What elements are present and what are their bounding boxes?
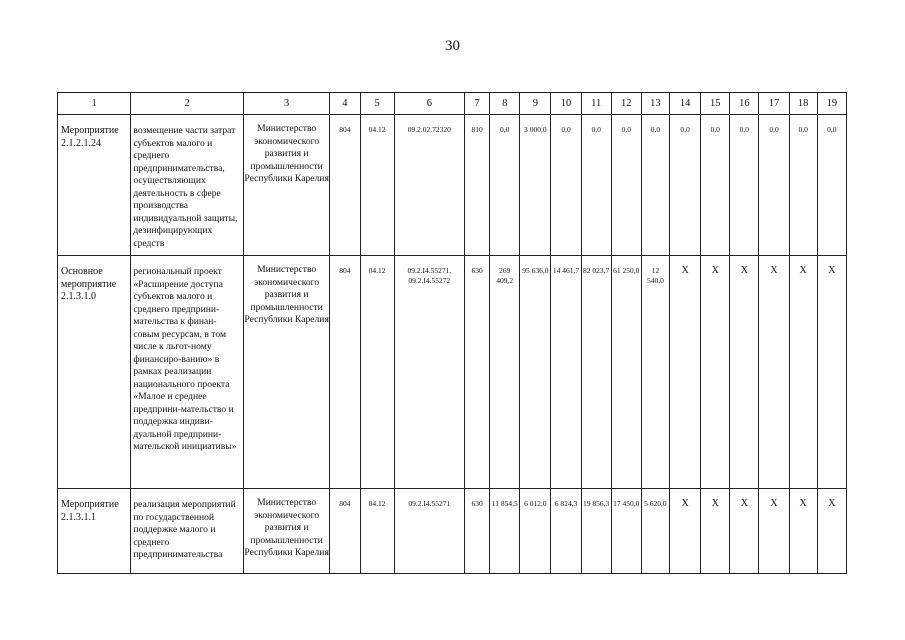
cell-value: 804 xyxy=(339,125,351,134)
column-header: 7 xyxy=(465,93,490,115)
table-cell xyxy=(465,489,490,574)
cell-value: 3 000,0 xyxy=(524,125,547,134)
responsible-ministry: Министерство экономического развития и промышленности Республики Карелия xyxy=(244,123,329,184)
column-header: 16 xyxy=(730,93,759,115)
table-cell xyxy=(759,256,789,489)
table-cell xyxy=(789,115,817,256)
responsible-ministry: Министерство экономического развития и промышленности Республики Карелия xyxy=(244,497,329,558)
budget-table xyxy=(57,92,847,574)
measure-code: Мероприятие 2.1.3.1.1 xyxy=(61,499,119,523)
table-cell xyxy=(490,256,520,489)
cell-value: X xyxy=(828,265,836,276)
column-header: 15 xyxy=(701,93,730,115)
cell-value: X xyxy=(711,265,719,276)
table-cell xyxy=(817,489,846,574)
table-cell xyxy=(490,489,520,574)
cell-value: 0,0 xyxy=(710,125,720,134)
responsible-ministry: Министерство экономического развития и промышленности Республики Карелия xyxy=(244,264,329,325)
column-header: 18 xyxy=(789,93,817,115)
table-cell xyxy=(730,489,759,574)
column-header: 10 xyxy=(551,93,581,115)
cell-value: 0,0 xyxy=(561,125,571,134)
cell-value: 82 023,7 xyxy=(583,266,610,275)
table-cell xyxy=(670,115,701,256)
table-cell xyxy=(817,256,846,489)
measure-description: региональный проект «Расширение доступа субъектов малого и среднего предприни-мательства к финан-совым ресурсам, в том числе к льгот-ному финансиро-ванию» в рамках реализации национального проекта «Малое и среднее предприни-мательство и поддержка индиви-дуальной предприни-мательской инициативы» xyxy=(133,266,237,452)
table-row xyxy=(58,489,847,574)
cell-value: 09.2.02.72320 xyxy=(407,125,451,134)
cell-value: 810 xyxy=(471,125,483,134)
measure-code: Основное мероприятие 2.1.3.1.0 xyxy=(61,266,117,302)
table-cell xyxy=(360,256,394,489)
table-cell xyxy=(581,115,611,256)
cell-value: X xyxy=(740,498,748,509)
table-cell xyxy=(759,115,789,256)
table-cell xyxy=(611,256,641,489)
table-cell xyxy=(243,256,329,489)
table-cell xyxy=(817,115,846,256)
table-cell xyxy=(520,115,551,256)
table-cell xyxy=(670,489,701,574)
cell-value: 630 xyxy=(471,266,483,275)
column-header: 17 xyxy=(759,93,789,115)
cell-value: 6 824,3 xyxy=(554,499,578,508)
cell-value: 04.12 xyxy=(368,266,386,275)
table-cell xyxy=(701,489,730,574)
table-cell xyxy=(131,256,244,489)
cell-value: X xyxy=(740,265,748,276)
table-cell xyxy=(551,489,581,574)
cell-value: 14 461,7 xyxy=(552,266,580,275)
table-cell xyxy=(641,115,669,256)
column-header: 14 xyxy=(670,93,701,115)
table-cell xyxy=(131,115,244,256)
column-header: 6 xyxy=(394,93,464,115)
table-cell xyxy=(581,256,611,489)
table-cell xyxy=(360,489,394,574)
table-cell xyxy=(520,256,551,489)
table-row xyxy=(58,115,847,256)
column-header: 11 xyxy=(581,93,611,115)
measure-code: Мероприятие 2.1.2.1.24 xyxy=(61,125,119,149)
cell-value: X xyxy=(681,498,689,509)
cell-value: X xyxy=(681,265,689,276)
cell-value: X xyxy=(770,265,778,276)
table-cell xyxy=(670,256,701,489)
table-cell xyxy=(551,115,581,256)
table-cell xyxy=(730,256,759,489)
table-cell xyxy=(611,489,641,574)
cell-value: 04.12 xyxy=(368,125,386,134)
table-cell xyxy=(701,256,730,489)
table-cell xyxy=(789,489,817,574)
cell-value: 09.2.I4.55271 xyxy=(408,499,451,508)
cell-value: 19 856,3 xyxy=(583,499,610,508)
table-row xyxy=(58,256,847,489)
cell-value: X xyxy=(799,265,807,276)
column-header: 3 xyxy=(243,93,329,115)
column-header: 12 xyxy=(611,93,641,115)
table-cell xyxy=(641,489,669,574)
table-cell xyxy=(611,115,641,256)
cell-value: 0,0 xyxy=(769,125,779,134)
cell-value: 6 012,0 xyxy=(524,499,547,508)
cell-value: 17 450,0 xyxy=(613,499,640,508)
cell-value: 269 409,2 xyxy=(496,266,514,285)
table-cell xyxy=(520,489,551,574)
cell-value: X xyxy=(828,498,836,509)
column-header: 13 xyxy=(641,93,669,115)
table-cell xyxy=(58,256,131,489)
table-cell xyxy=(701,115,730,256)
table-cell xyxy=(330,115,360,256)
table-cell xyxy=(58,115,131,256)
cell-value: 0,0 xyxy=(500,125,510,134)
table-cell xyxy=(465,256,490,489)
table-cell xyxy=(243,115,329,256)
cell-value: 61 250,0 xyxy=(613,266,640,275)
cell-value: X xyxy=(799,498,807,509)
table-cell xyxy=(730,115,759,256)
table-cell xyxy=(759,489,789,574)
cell-value: 04.12 xyxy=(368,499,386,508)
table-cell xyxy=(243,489,329,574)
table-cell xyxy=(330,489,360,574)
cell-value: 630 xyxy=(471,499,483,508)
table-header-row xyxy=(58,93,847,115)
column-header: 5 xyxy=(360,93,394,115)
measure-description: возмещение части затрат субъектов малого и среднего предпринимательства, осуществляющих деятельность в сфере производства индивидуальной защиты, дезинфицирующих средств xyxy=(133,125,238,249)
table-cell xyxy=(641,256,669,489)
cell-value: 5 620,0 xyxy=(644,499,667,508)
cell-value: 804 xyxy=(339,266,351,275)
table-cell xyxy=(789,256,817,489)
table-cell xyxy=(58,489,131,574)
column-header: 1 xyxy=(58,93,131,115)
cell-value: 09.2.I4.55271, 09.2.I4.55272 xyxy=(407,266,452,285)
cell-value: 11 854,5 xyxy=(491,499,518,508)
cell-value: 0,0 xyxy=(591,125,601,134)
column-header: 4 xyxy=(330,93,360,115)
column-header: 2 xyxy=(131,93,244,115)
table-cell xyxy=(465,115,490,256)
measure-description: реализация мероприятий по государственной поддержке малого и среднего предпринимательства xyxy=(133,499,236,560)
cell-value: 804 xyxy=(339,499,351,508)
cell-value: X xyxy=(711,498,719,509)
table-cell xyxy=(490,115,520,256)
cell-value: 95 636,0 xyxy=(522,266,549,275)
page-number: 30 xyxy=(445,38,460,54)
cell-value: 0,0 xyxy=(650,125,661,134)
cell-value: 0,0 xyxy=(680,125,690,134)
cell-value: 0,0 xyxy=(739,125,750,134)
column-header: 9 xyxy=(520,93,551,115)
table-cell xyxy=(330,256,360,489)
cell-value: 0,0 xyxy=(827,125,837,134)
table-cell xyxy=(394,256,464,489)
column-header: 8 xyxy=(490,93,520,115)
column-header: 19 xyxy=(817,93,846,115)
cell-value: 12 540,0 xyxy=(646,266,664,285)
cell-value: 0,0 xyxy=(798,125,808,134)
cell-value: 0,0 xyxy=(621,125,631,134)
table-cell xyxy=(360,115,394,256)
table-cell xyxy=(131,489,244,574)
table-cell xyxy=(551,256,581,489)
table-cell xyxy=(394,489,464,574)
cell-value: X xyxy=(770,498,778,509)
table-cell xyxy=(394,115,464,256)
table-cell xyxy=(581,489,611,574)
